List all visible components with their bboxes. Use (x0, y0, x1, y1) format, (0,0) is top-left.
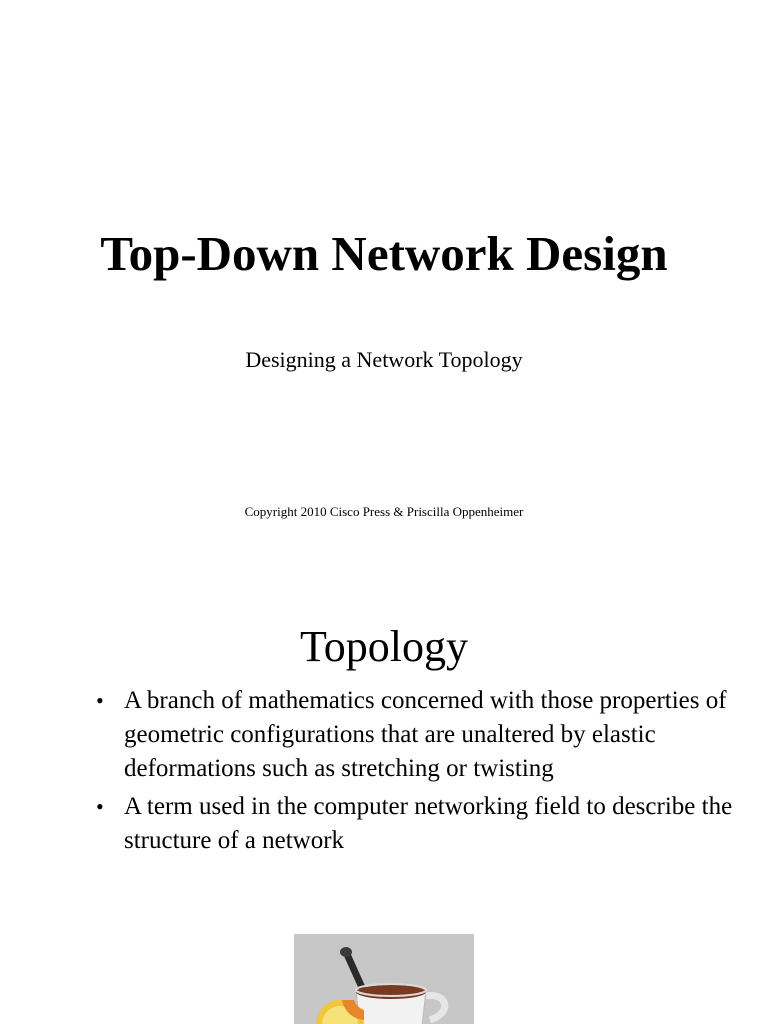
bullet-dot-icon: • (96, 794, 104, 819)
coffee-cup-clipart-icon (294, 934, 474, 1024)
copyright-notice: Copyright 2010 Cisco Press & Priscilla Oppenheimer (244, 504, 524, 519)
slide-title: Topology (299, 622, 469, 671)
slide-title: Top-Down Network Design (100, 226, 668, 281)
bullet-list (96, 684, 746, 862)
bullet-item (96, 790, 746, 858)
bullet-text: A branch of mathematics concerned with those properties of geometric configurations that are unaltered by elastic deformations such as stretching or twisting (124, 687, 727, 782)
bullet-dot-icon: • (96, 688, 104, 713)
slide-subtitle: Designing a Network Topology (245, 347, 523, 372)
bullet-item (96, 684, 746, 786)
bullet-text: A term used in the computer networking field to describe the structure of a network (124, 793, 733, 854)
